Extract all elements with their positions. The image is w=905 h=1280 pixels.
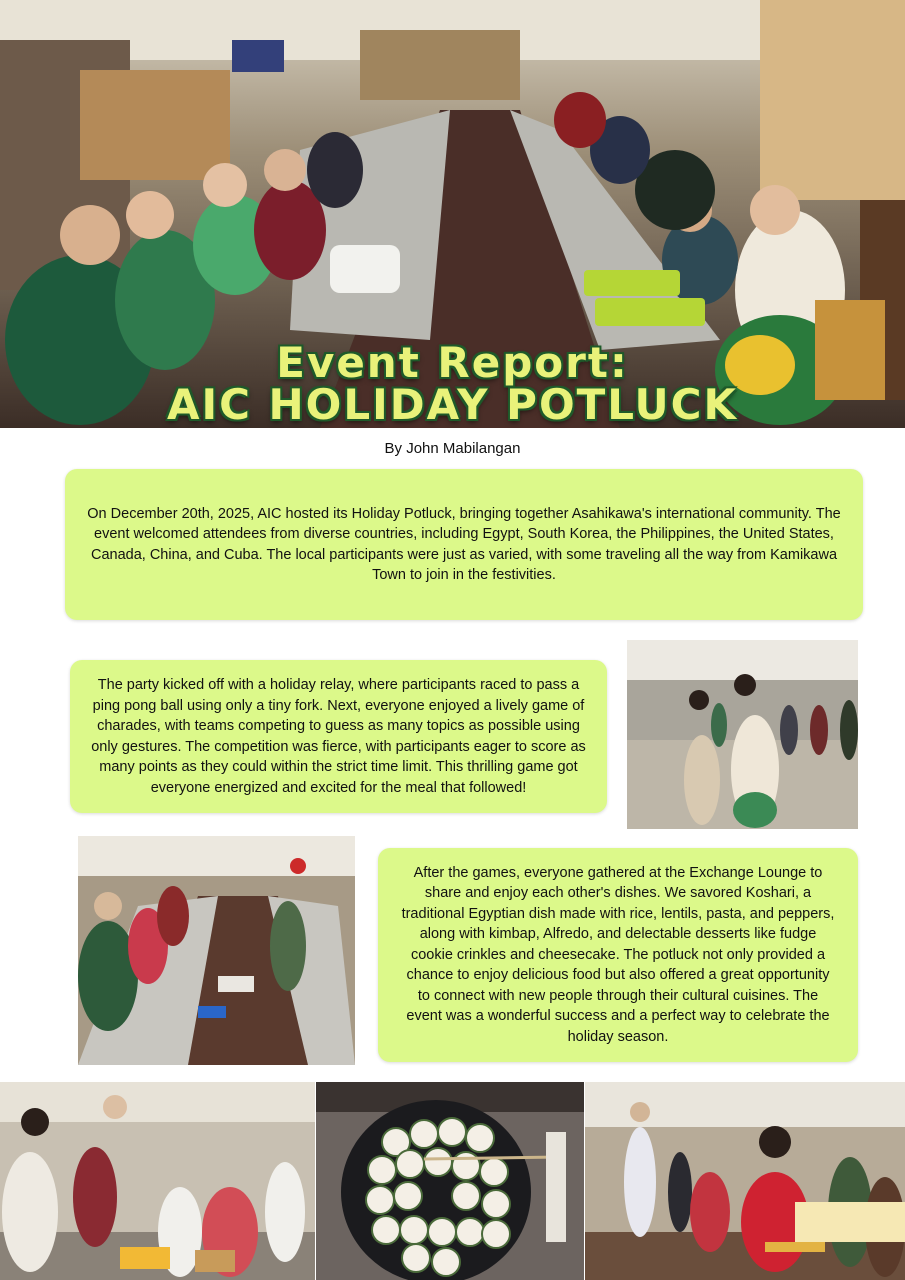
intro-paragraph-box — [65, 469, 863, 620]
page-title-line1: Event Report: — [276, 338, 629, 387]
author-byline: By John Mabilangan — [384, 440, 521, 457]
meal-paragraph-box — [378, 848, 858, 1062]
seated-guests-photo — [585, 1082, 905, 1280]
page-title-line2: AIC HOLIDAY POTLUCK — [166, 380, 739, 429]
games-paragraph: The party kicked off with a holiday relay, where participants raced to pass a ping pong ball using only a tiny fork. Next, everyone enjoyed a lively game of charades, with teams competing to guess as many topics as possible using only gestures. The competition was fierce, with participants eager to score as many points as they could within the strict time limit. This thrilling game got everyone energized and excited for the meal that followed! — [91, 677, 586, 796]
kimbap-platter-photo — [316, 1082, 584, 1280]
exchange-lounge-photo — [78, 836, 355, 1065]
charades-photo — [627, 640, 858, 829]
serving-food-photo — [0, 1082, 315, 1280]
meal-paragraph: After the games, everyone gathered at the Exchange Lounge to share and enjoy each other's dishes. We savored Koshari, a traditional Egyptian dish made with rice, lentils, pasta, and peppers, along with kimbap, Alfredo, and delectable desserts like fudge cookie crinkles and cheesecake. The potluck not only provided a chance to enjoy delicious food but also offered a great opportunity to connect with new people through their cultural cuisines. The event was a wonderful success and a perfect way to celebrate the holiday season. — [401, 864, 835, 1045]
intro-paragraph: On December 20th, 2025, AIC hosted its Holiday Potluck, bringing together Asahikawa's international community. The event welcomed attendees from diverse countries, including Egypt, South Korea, the Philippines, the United States, Canada, China, and Cuba. The local participants were just as varied, with some traveling all the way from Kamikawa Town to join in the festivities. — [87, 505, 841, 583]
games-paragraph-box — [70, 660, 607, 813]
